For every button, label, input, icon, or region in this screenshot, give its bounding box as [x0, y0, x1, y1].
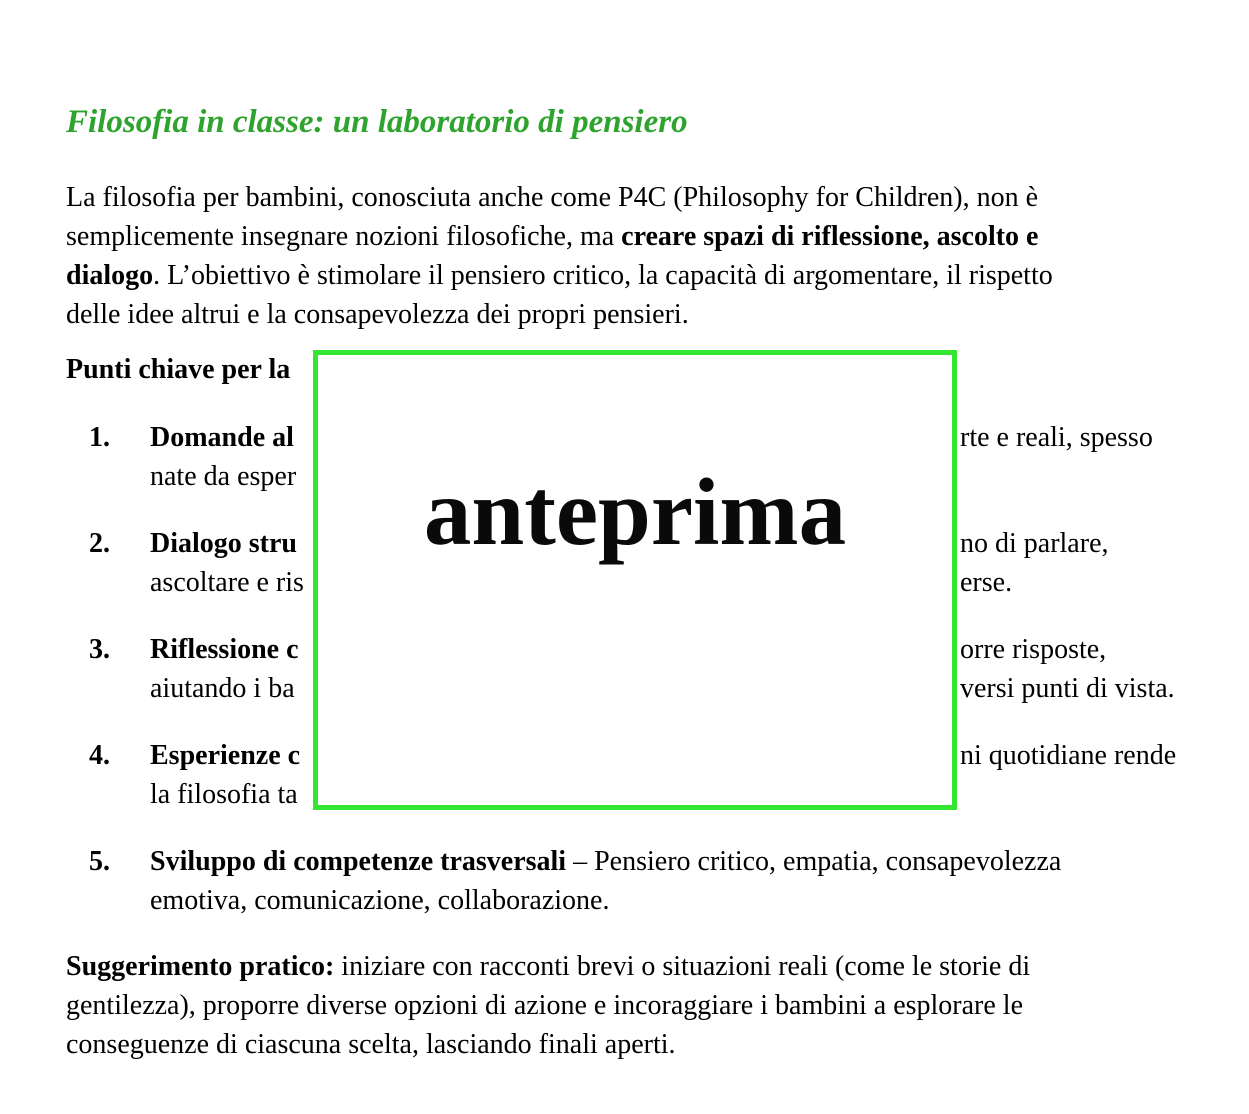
text-line: La filosofia per bambini, conosciuta anche come P4C (Philosophy for Children), non è	[66, 182, 1039, 213]
text-line: dialogo. L’obiettivo è stimolare il pensiero critico, la capacità di argomentare, il rispetto	[66, 260, 1053, 291]
intro-paragraph	[66, 178, 1053, 334]
list-item-right-fragment: versi punti di vista.	[960, 673, 1175, 704]
list-item-right-fragment: orre risposte,	[960, 634, 1107, 665]
list-item-number: 2.	[89, 528, 110, 559]
text-line: semplicemente insegnare nozioni filosofiche, ma creare spazi di riflessione, ascolto e	[66, 221, 1039, 252]
list-item-text-line: Domande al	[150, 422, 294, 453]
list-item	[0, 842, 1249, 920]
text-line: conseguenze di ciascuna scelta, lasciando finali aperti.	[66, 1029, 676, 1060]
list-heading: Punti chiave per la	[66, 354, 291, 385]
list-item-text-line: nate da esper	[150, 461, 297, 492]
list-item-right-fragment: rte e reali, spesso	[960, 422, 1153, 453]
list-item-text-line: Riflessione c	[150, 634, 299, 665]
list-item-text-line: ascoltare e ris	[150, 567, 304, 598]
list-item-text-line: Dialogo stru	[150, 528, 297, 559]
list-item-number: 1.	[89, 422, 110, 453]
list-item-text-line: emotiva, comunicazione, collaborazione.	[150, 885, 610, 916]
list-item-text-line: aiutando i ba	[150, 673, 295, 704]
preview-overlay-label: anteprima	[423, 459, 847, 565]
list-item-number: 5.	[89, 846, 110, 877]
doc-title: Filosofia in classe: un laboratorio di pensiero	[66, 104, 688, 140]
list-item-right-fragment: ni quotidiane rende	[960, 740, 1177, 771]
list-item-right-fragment: erse.	[960, 567, 1013, 598]
list-item-right-fragment: no di parlare,	[960, 528, 1109, 559]
preview-overlay	[313, 350, 957, 810]
list-item-text-line: Sviluppo di competenze trasversali – Pensiero critico, empatia, consapevolezza	[150, 846, 1062, 877]
list-item-number: 3.	[89, 634, 110, 665]
list-item-text-line: la filosofia ta	[150, 779, 298, 810]
list-item-text-line: Esperienze c	[150, 740, 301, 771]
list-item-number: 4.	[89, 740, 110, 771]
text-line: delle idee altrui e la consapevolezza dei propri pensieri.	[66, 299, 689, 330]
text-line: Suggerimento pratico: iniziare con racconti brevi o situazioni reali (come le storie di	[66, 951, 1031, 982]
suggestion-paragraph	[66, 947, 1030, 1064]
text-line: gentilezza), proporre diverse opzioni di azione e incoraggiare i bambini a esplorare le	[66, 990, 1024, 1021]
